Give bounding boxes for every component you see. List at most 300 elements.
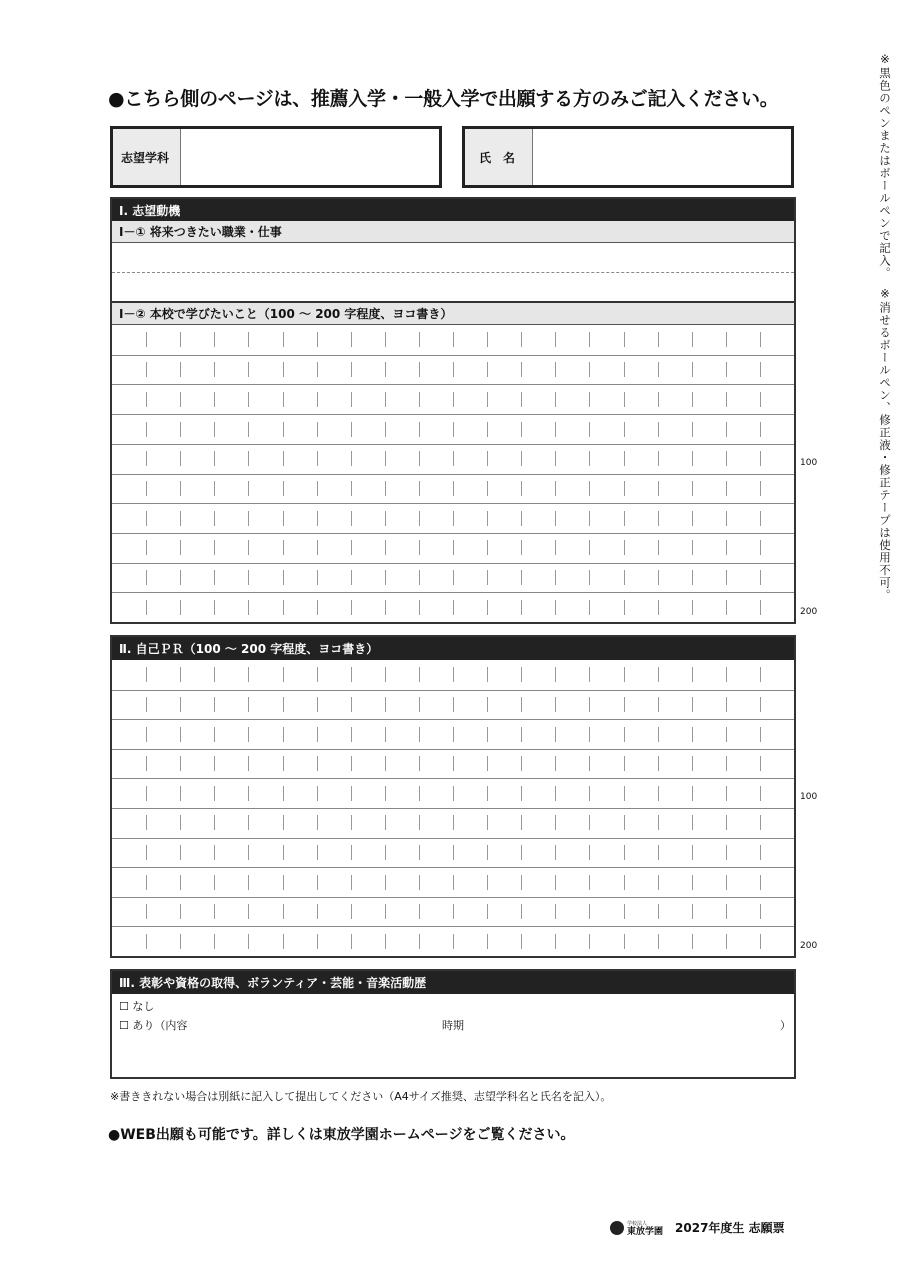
grid-row-line <box>112 778 794 779</box>
grid-cell-tick <box>385 422 386 437</box>
grid-cell-tick <box>248 934 249 949</box>
grid-cell-tick <box>692 422 693 437</box>
grid-cell-tick <box>726 875 727 890</box>
grid-cell-tick <box>555 786 556 801</box>
dept-label: 志望学科 <box>113 129 181 185</box>
grid-cell-tick <box>283 332 284 347</box>
grid-cell-tick <box>589 540 590 555</box>
grid-cell-tick <box>555 815 556 830</box>
grid-cell-tick <box>453 786 454 801</box>
grid-cell-tick <box>385 511 386 526</box>
grid-cell-tick <box>453 815 454 830</box>
grid-cell-tick <box>658 697 659 712</box>
section-motivation <box>110 197 796 624</box>
grid-cell-tick <box>726 540 727 555</box>
grid-cell-tick <box>248 362 249 377</box>
grid-row-line <box>112 592 794 593</box>
grid-cell-tick <box>419 786 420 801</box>
grid-cell-tick <box>419 392 420 407</box>
side-note: ※黒色のペンまたはボールペンで記入。 ※消せるボールペン、修正液・修正テープは使用不可。 <box>878 52 892 602</box>
grid-cell-tick <box>760 904 761 919</box>
grid-cell-tick <box>726 392 727 407</box>
grid-row-line <box>112 503 794 504</box>
grid-cell-tick <box>521 756 522 771</box>
grid-cell-tick <box>692 511 693 526</box>
grid-row-line <box>112 749 794 750</box>
grid-cell-tick <box>760 815 761 830</box>
grid-cell-tick <box>589 875 590 890</box>
name-field-box <box>462 126 794 188</box>
grid-cell-tick <box>180 845 181 860</box>
grid-cell-tick <box>146 481 147 496</box>
grid-cell-tick <box>248 904 249 919</box>
grid-cell-tick <box>248 786 249 801</box>
grid-cell-tick <box>317 845 318 860</box>
grid-cell-tick <box>419 845 420 860</box>
grid-cell-tick <box>624 756 625 771</box>
grid-cell-tick <box>692 392 693 407</box>
grid-cell-tick <box>692 727 693 742</box>
grid-cell-tick <box>317 481 318 496</box>
grid-cell-tick <box>487 875 488 890</box>
grid-cell-tick <box>385 697 386 712</box>
grid-cell-tick <box>521 422 522 437</box>
grid-cell-tick <box>487 511 488 526</box>
grid-cell-tick <box>180 570 181 585</box>
grid-cell-tick <box>248 570 249 585</box>
grid-cell-tick <box>214 570 215 585</box>
grid-cell-tick <box>214 934 215 949</box>
grid-cell-tick <box>283 600 284 615</box>
grid-cell-tick <box>385 481 386 496</box>
grid-cell-tick <box>317 667 318 682</box>
school-name-block <box>627 1220 663 1236</box>
grid-cell-tick <box>555 481 556 496</box>
grid-cell-tick <box>760 451 761 466</box>
grid-cell-tick <box>487 934 488 949</box>
grid-cell-tick <box>658 727 659 742</box>
grid-cell-tick <box>589 845 590 860</box>
grid-cell-tick <box>180 815 181 830</box>
grid-cell-tick <box>248 540 249 555</box>
grid-cell-tick <box>760 332 761 347</box>
grid-cell-tick <box>283 667 284 682</box>
grid-cell-tick <box>658 934 659 949</box>
grid-cell-tick <box>589 362 590 377</box>
grid-cell-tick <box>214 786 215 801</box>
sub2-title: Ⅰ－② 本校で学びたいこと（100 ～ 200 字程度、ヨコ書き） <box>112 303 794 325</box>
grid-cell-tick <box>351 362 352 377</box>
grid-cell-tick <box>658 540 659 555</box>
grid-cell-tick <box>283 756 284 771</box>
grid-cell-tick <box>351 511 352 526</box>
grid-cell-tick <box>624 697 625 712</box>
grid-cell-tick <box>555 756 556 771</box>
grid-cell-tick <box>487 815 488 830</box>
grid-cell-tick <box>351 540 352 555</box>
grid-cell-tick <box>317 727 318 742</box>
grid-cell-tick <box>624 570 625 585</box>
grid-row-line <box>112 533 794 534</box>
grid-cell-tick <box>351 934 352 949</box>
grid-cell-tick <box>487 481 488 496</box>
grid-cell-tick <box>453 540 454 555</box>
grid-cell-tick <box>521 786 522 801</box>
grid-cell-tick <box>146 875 147 890</box>
grid-cell-tick <box>658 845 659 860</box>
grid-cell-tick <box>624 540 625 555</box>
grid-cell-tick <box>760 697 761 712</box>
grid-cell-tick <box>317 756 318 771</box>
grid-cell-tick <box>555 511 556 526</box>
name-input[interactable] <box>533 129 791 185</box>
grid-cell-tick <box>692 697 693 712</box>
grid-cell-tick <box>692 600 693 615</box>
period-label: 時期 <box>442 1019 464 1032</box>
grid-cell-tick <box>385 667 386 682</box>
grid-cell-tick <box>214 815 215 830</box>
grid-cell-tick <box>521 511 522 526</box>
grid-cell-tick <box>624 422 625 437</box>
page-heading: ●こちら側のページは、推薦入学・一般入学で出願する方のみご記入ください。 <box>108 88 779 110</box>
grid-cell-tick <box>453 756 454 771</box>
grid-cell-tick <box>453 600 454 615</box>
grid-cell-tick <box>760 422 761 437</box>
grid-cell-tick <box>760 481 761 496</box>
grid-cell-tick <box>283 451 284 466</box>
grid-cell-tick <box>624 481 625 496</box>
grid-cell-tick <box>726 451 727 466</box>
grid-cell-tick <box>180 451 181 466</box>
grid-row-line <box>112 897 794 898</box>
grid-cell-tick <box>248 875 249 890</box>
grid-cell-tick <box>726 697 727 712</box>
grid-cell-tick <box>419 934 420 949</box>
grid-cell-tick <box>692 667 693 682</box>
grid-cell-tick <box>317 600 318 615</box>
grid-cell-tick <box>351 570 352 585</box>
grid-cell-tick <box>487 392 488 407</box>
grid-cell-tick <box>351 845 352 860</box>
close-paren: ） <box>780 1019 791 1032</box>
grid-cell-tick <box>726 934 727 949</box>
grid-cell-tick <box>317 451 318 466</box>
grid-cell-tick <box>180 600 181 615</box>
grid-cell-tick <box>487 786 488 801</box>
grid-cell-tick <box>351 786 352 801</box>
grid-cell-tick <box>555 667 556 682</box>
grid-cell-tick <box>317 697 318 712</box>
grid-cell-tick <box>589 451 590 466</box>
grid-cell-tick <box>214 904 215 919</box>
grid-cell-tick <box>487 727 488 742</box>
grid-cell-tick <box>521 934 522 949</box>
char-count-100: 100 <box>800 792 818 802</box>
grid-cell-tick <box>283 815 284 830</box>
grid-cell-tick <box>521 392 522 407</box>
grid-row-line <box>112 867 794 868</box>
grid-cell-tick <box>180 332 181 347</box>
grid-cell-tick <box>555 600 556 615</box>
grid-cell-tick <box>658 511 659 526</box>
grid-cell-tick <box>180 727 181 742</box>
grid-cell-tick <box>760 570 761 585</box>
grid-cell-tick <box>521 332 522 347</box>
grid-cell-tick <box>283 511 284 526</box>
grid-cell-tick <box>624 332 625 347</box>
grid-cell-tick <box>589 667 590 682</box>
grid-cell-tick <box>180 422 181 437</box>
grid-cell-tick <box>180 697 181 712</box>
grid-cell-tick <box>726 362 727 377</box>
grid-cell-tick <box>283 392 284 407</box>
grid-cell-tick <box>692 570 693 585</box>
grid-cell-tick <box>658 392 659 407</box>
grid-cell-tick <box>317 875 318 890</box>
grid-cell-tick <box>351 600 352 615</box>
grid-cell-tick <box>283 934 284 949</box>
grid-cell-tick <box>521 451 522 466</box>
grid-cell-tick <box>692 815 693 830</box>
grid-cell-tick <box>521 362 522 377</box>
grid-cell-tick <box>180 904 181 919</box>
grid-cell-tick <box>351 815 352 830</box>
grid-cell-tick <box>146 756 147 771</box>
grid-cell-tick <box>589 481 590 496</box>
grid-cell-tick <box>248 667 249 682</box>
grid-cell-tick <box>589 697 590 712</box>
grid-cell-tick <box>317 570 318 585</box>
grid-cell-tick <box>658 875 659 890</box>
option-yes-checkbox[interactable]: ☐ あり（内容 <box>119 1019 188 1032</box>
section-achievements-title: Ⅲ. 表彰や資格の取得、ボランティア・芸能・音楽活動歴 <box>112 971 794 994</box>
grid-cell-tick <box>760 540 761 555</box>
school-small-label: 学校法人 <box>627 1220 648 1227</box>
grid-cell-tick <box>419 332 420 347</box>
dept-field-box <box>110 126 442 188</box>
grid-cell-tick <box>487 600 488 615</box>
grid-cell-tick <box>589 786 590 801</box>
grid-cell-tick <box>180 934 181 949</box>
grid-cell-tick <box>351 875 352 890</box>
grid-cell-tick <box>385 786 386 801</box>
section-self-pr-title: Ⅱ. 自己ＰＲ（100 ～ 200 字程度、ヨコ書き） <box>112 637 794 660</box>
grid-cell-tick <box>214 392 215 407</box>
grid-cell-tick <box>658 904 659 919</box>
grid-cell-tick <box>385 451 386 466</box>
grid-cell-tick <box>283 904 284 919</box>
grid-cell-tick <box>283 697 284 712</box>
dept-input[interactable] <box>181 129 439 185</box>
grid-cell-tick <box>317 934 318 949</box>
grid-cell-tick <box>214 481 215 496</box>
grid-cell-tick <box>385 392 386 407</box>
grid-cell-tick <box>487 667 488 682</box>
grid-cell-tick <box>385 875 386 890</box>
grid-cell-tick <box>351 422 352 437</box>
grid-cell-tick <box>146 451 147 466</box>
grid-cell-tick <box>146 422 147 437</box>
grid-cell-tick <box>589 422 590 437</box>
grid-cell-tick <box>283 422 284 437</box>
grid-cell-tick <box>214 600 215 615</box>
grid-cell-tick <box>692 451 693 466</box>
grid-cell-tick <box>248 815 249 830</box>
school-logo-icon <box>610 1221 624 1235</box>
grid-cell-tick <box>248 697 249 712</box>
grid-cell-tick <box>726 756 727 771</box>
grid-cell-tick <box>419 362 420 377</box>
grid-cell-tick <box>351 697 352 712</box>
grid-cell-tick <box>760 511 761 526</box>
section-motivation-title: Ⅰ. 志望動機 <box>112 199 794 221</box>
grid-cell-tick <box>624 727 625 742</box>
grid-cell-tick <box>214 667 215 682</box>
grid-cell-tick <box>385 600 386 615</box>
grid-cell-tick <box>624 845 625 860</box>
grid-cell-tick <box>555 845 556 860</box>
grid-cell-tick <box>521 600 522 615</box>
grid-cell-tick <box>589 332 590 347</box>
grid-cell-tick <box>624 451 625 466</box>
grid-cell-tick <box>555 904 556 919</box>
grid-cell-tick <box>351 667 352 682</box>
grid-row-line <box>112 926 794 927</box>
grid-cell-tick <box>351 392 352 407</box>
grid-cell-tick <box>692 362 693 377</box>
grid-cell-tick <box>317 815 318 830</box>
grid-row-line <box>112 563 794 564</box>
grid-cell-tick <box>760 362 761 377</box>
grid-cell-tick <box>180 875 181 890</box>
grid-cell-tick <box>385 727 386 742</box>
grid-cell-tick <box>283 875 284 890</box>
grid-cell-tick <box>385 934 386 949</box>
grid-cell-tick <box>214 875 215 890</box>
grid-cell-tick <box>589 727 590 742</box>
section-self-pr <box>110 635 796 958</box>
grid-cell-tick <box>146 570 147 585</box>
grid-cell-tick <box>692 540 693 555</box>
grid-cell-tick <box>214 845 215 860</box>
grid-cell-tick <box>589 934 590 949</box>
grid-cell-tick <box>726 332 727 347</box>
grid-cell-tick <box>760 727 761 742</box>
grid-cell-tick <box>658 332 659 347</box>
grid-cell-tick <box>453 392 454 407</box>
grid-cell-tick <box>146 332 147 347</box>
grid-cell-tick <box>726 904 727 919</box>
grid-cell-tick <box>624 392 625 407</box>
grid-cell-tick <box>555 727 556 742</box>
grid-cell-tick <box>419 481 420 496</box>
grid-cell-tick <box>760 600 761 615</box>
grid-cell-tick <box>419 570 420 585</box>
grid-cell-tick <box>146 934 147 949</box>
grid-cell-tick <box>726 600 727 615</box>
grid-cell-tick <box>214 451 215 466</box>
grid-cell-tick <box>248 451 249 466</box>
grid-cell-tick <box>453 362 454 377</box>
grid-cell-tick <box>555 422 556 437</box>
grid-cell-tick <box>658 570 659 585</box>
grid-cell-tick <box>317 540 318 555</box>
grid-cell-tick <box>453 875 454 890</box>
grid-cell-tick <box>726 845 727 860</box>
grid-cell-tick <box>555 362 556 377</box>
grid-cell-tick <box>248 422 249 437</box>
grid-cell-tick <box>658 667 659 682</box>
grid-cell-tick <box>589 815 590 830</box>
grid-cell-tick <box>385 756 386 771</box>
grid-row-line <box>112 690 794 691</box>
grid-cell-tick <box>419 451 420 466</box>
grid-cell-tick <box>214 540 215 555</box>
grid-cell-tick <box>760 756 761 771</box>
grid-cell-tick <box>624 815 625 830</box>
grid-cell-tick <box>726 511 727 526</box>
grid-row-line <box>112 384 794 385</box>
grid-cell-tick <box>487 904 488 919</box>
grid-cell-tick <box>760 845 761 860</box>
grid-cell-tick <box>453 451 454 466</box>
grid-cell-tick <box>521 904 522 919</box>
grid-cell-tick <box>419 600 420 615</box>
grid-cell-tick <box>589 600 590 615</box>
grid-cell-tick <box>521 845 522 860</box>
grid-cell-tick <box>589 511 590 526</box>
grid-cell-tick <box>760 786 761 801</box>
grid-cell-tick <box>453 697 454 712</box>
grid-cell-tick <box>385 904 386 919</box>
grid-cell-tick <box>624 786 625 801</box>
grid-cell-tick <box>248 511 249 526</box>
grid-row-line <box>112 838 794 839</box>
grid-cell-tick <box>146 845 147 860</box>
grid-cell-tick <box>487 332 488 347</box>
grid-cell-tick <box>283 727 284 742</box>
footnote: ※書ききれない場合は別紙に記入して提出してください（A4サイズ推奨、志望学科名と氏名を記入）。 <box>110 1090 612 1103</box>
grid-cell-tick <box>624 904 625 919</box>
grid-cell-tick <box>180 362 181 377</box>
grid-cell-tick <box>658 362 659 377</box>
option-none-checkbox[interactable]: ☐ なし <box>119 1000 155 1013</box>
grid-cell-tick <box>180 392 181 407</box>
self-pr-writing-grid[interactable] <box>112 660 794 956</box>
grid-cell-tick <box>180 481 181 496</box>
grid-cell-tick <box>351 756 352 771</box>
grid-cell-tick <box>419 540 420 555</box>
grid-cell-tick <box>726 667 727 682</box>
sub1-title: Ⅰ－① 将来つきたい職業・仕事 <box>112 221 794 243</box>
grid-cell-tick <box>453 511 454 526</box>
grid-cell-tick <box>317 786 318 801</box>
grid-cell-tick <box>351 332 352 347</box>
grid-cell-tick <box>658 786 659 801</box>
grid-cell-tick <box>248 845 249 860</box>
grid-cell-tick <box>146 904 147 919</box>
grid-cell-tick <box>453 570 454 585</box>
grid-cell-tick <box>692 875 693 890</box>
grid-cell-tick <box>760 934 761 949</box>
footer <box>610 1219 785 1236</box>
grid-cell-tick <box>453 481 454 496</box>
grid-row-line <box>112 444 794 445</box>
study-writing-grid[interactable] <box>112 325 794 622</box>
grid-cell-tick <box>624 362 625 377</box>
grid-cell-tick <box>214 332 215 347</box>
grid-cell-tick <box>146 392 147 407</box>
